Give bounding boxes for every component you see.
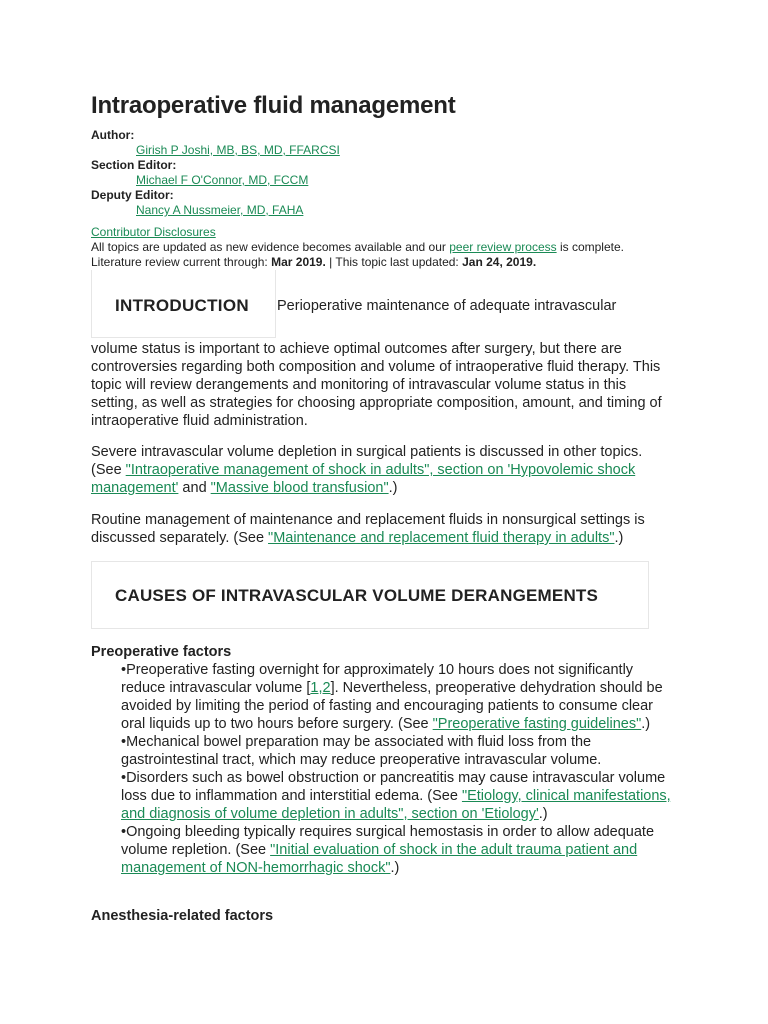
peer-review-link[interactable]: peer review process [449,240,557,254]
fasting-guidelines-link[interactable]: "Preoperative fasting guidelines" [432,716,642,732]
list-item: •Mechanical bowel preparation may be associated with fluid loss from the gastrointestinal tract, which may reduce preoperative intravascular volume. [121,734,602,768]
list-item: •Disorders such as bowel obstruction or pancreatitis may cause intravascular volume loss due to inflammation and interstitial edema. (See "Etiology, clinical manifestations, and diagnosis of volume depletion in adults", section on 'Etiology'.) [121,770,671,822]
deputy-editor-label: Deputy Editor: [91,188,174,202]
introduction-lead-text: Perioperative maintenance of adequate intravascular [277,298,617,314]
section-editor-link[interactable]: Michael F O'Connor, MD, FCCM [136,173,309,187]
section-editor-label: Section Editor: [91,158,177,172]
literature-review-date: Mar 2019. [271,255,326,269]
author-link[interactable]: Girish P Joshi, MB, BS, MD, FFARCSI [136,143,340,157]
article-meta [91,128,691,270]
last-updated-date: Jan 24, 2019. [462,255,537,269]
causes-heading-box [91,561,649,629]
page-title: Intraoperative fluid management [91,92,456,119]
reference-link[interactable]: 1,2 [310,680,331,696]
update-note: All topics are updated as new evidence becomes available and our peer review process is complete. [91,240,624,254]
severe-depletion-paragraph: Severe intravascular volume depletion in surgical patients is discussed in other topics. (See "Intraoperative management of shock in adults", section on 'Hypovolemic shock management' and "Massive blood transfusion".) [91,444,643,496]
trauma-shock-link[interactable]: "Initial evaluation of shock in the adult trauma patient and management of NON-hemorrhagic shock" [121,842,638,876]
introduction-paragraph: volume status is important to achieve optimal outcomes after surgery, but there are controversies regarding both composition and volume of intraoperative fluid therapy. This topic will review derangements and monitoring of intravascular volume status in this setting, as well as strategies for choosing appropriate composition, amount, and timing of intraoperative fluid administration. [91,341,662,429]
anesthesia-factors-heading: Anesthesia-related factors [91,908,274,924]
volume-depletion-etiology-link[interactable]: "Etiology, clinical manifestations, and diagnosis of volume depletion in adults", section on 'Etiology' [121,788,671,822]
routine-management-paragraph: Routine management of maintenance and replacement fluids in nonsurgical settings is discussed separately. (See "Maintenance and replacement fluid therapy in adults".) [91,512,645,546]
massive-transfusion-link[interactable]: "Massive blood transfusion" [210,480,389,496]
causes-heading: CAUSES OF INTRAVASCULAR VOLUME DERANGEMENTS [115,586,599,605]
shock-management-link[interactable]: "Intraoperative management of shock in adults", section on 'Hypovolemic shock management' [91,462,636,496]
list-item: •Ongoing bleeding typically requires surgical hemostasis in order to allow adequate volume repletion. (See "Initial evaluation of shock in the adult trauma patient and management of NON-hemorrhagic shock".) [121,824,655,876]
author-label: Author: [91,128,135,142]
preoperative-factors-heading: Preoperative factors [91,644,232,660]
maintenance-fluid-link[interactable]: "Maintenance and replacement fluid therapy in adults" [268,530,615,546]
contributor-disclosures-link[interactable]: Contributor Disclosures [91,225,216,239]
introduction-heading-box [91,270,276,338]
preoperative-factors-list [121,661,681,877]
literature-review-line: Literature review current through: Mar 2019. | This topic last updated: Jan 24, 2019. [91,255,537,269]
deputy-editor-link[interactable]: Nancy A Nussmeier, MD, FAHA [136,203,304,217]
introduction-heading: INTRODUCTION [115,296,249,315]
list-item: •Preoperative fasting overnight for approximately 10 hours does not significantly reduce intravascular volume [1,2]. Nevertheless, preoperative dehydration should be avoided by limiting the period of fasting and encouraging patients to consume clear oral liquids up to two hours before surgery. (See "Preoperative fasting guidelines".) [121,662,663,732]
